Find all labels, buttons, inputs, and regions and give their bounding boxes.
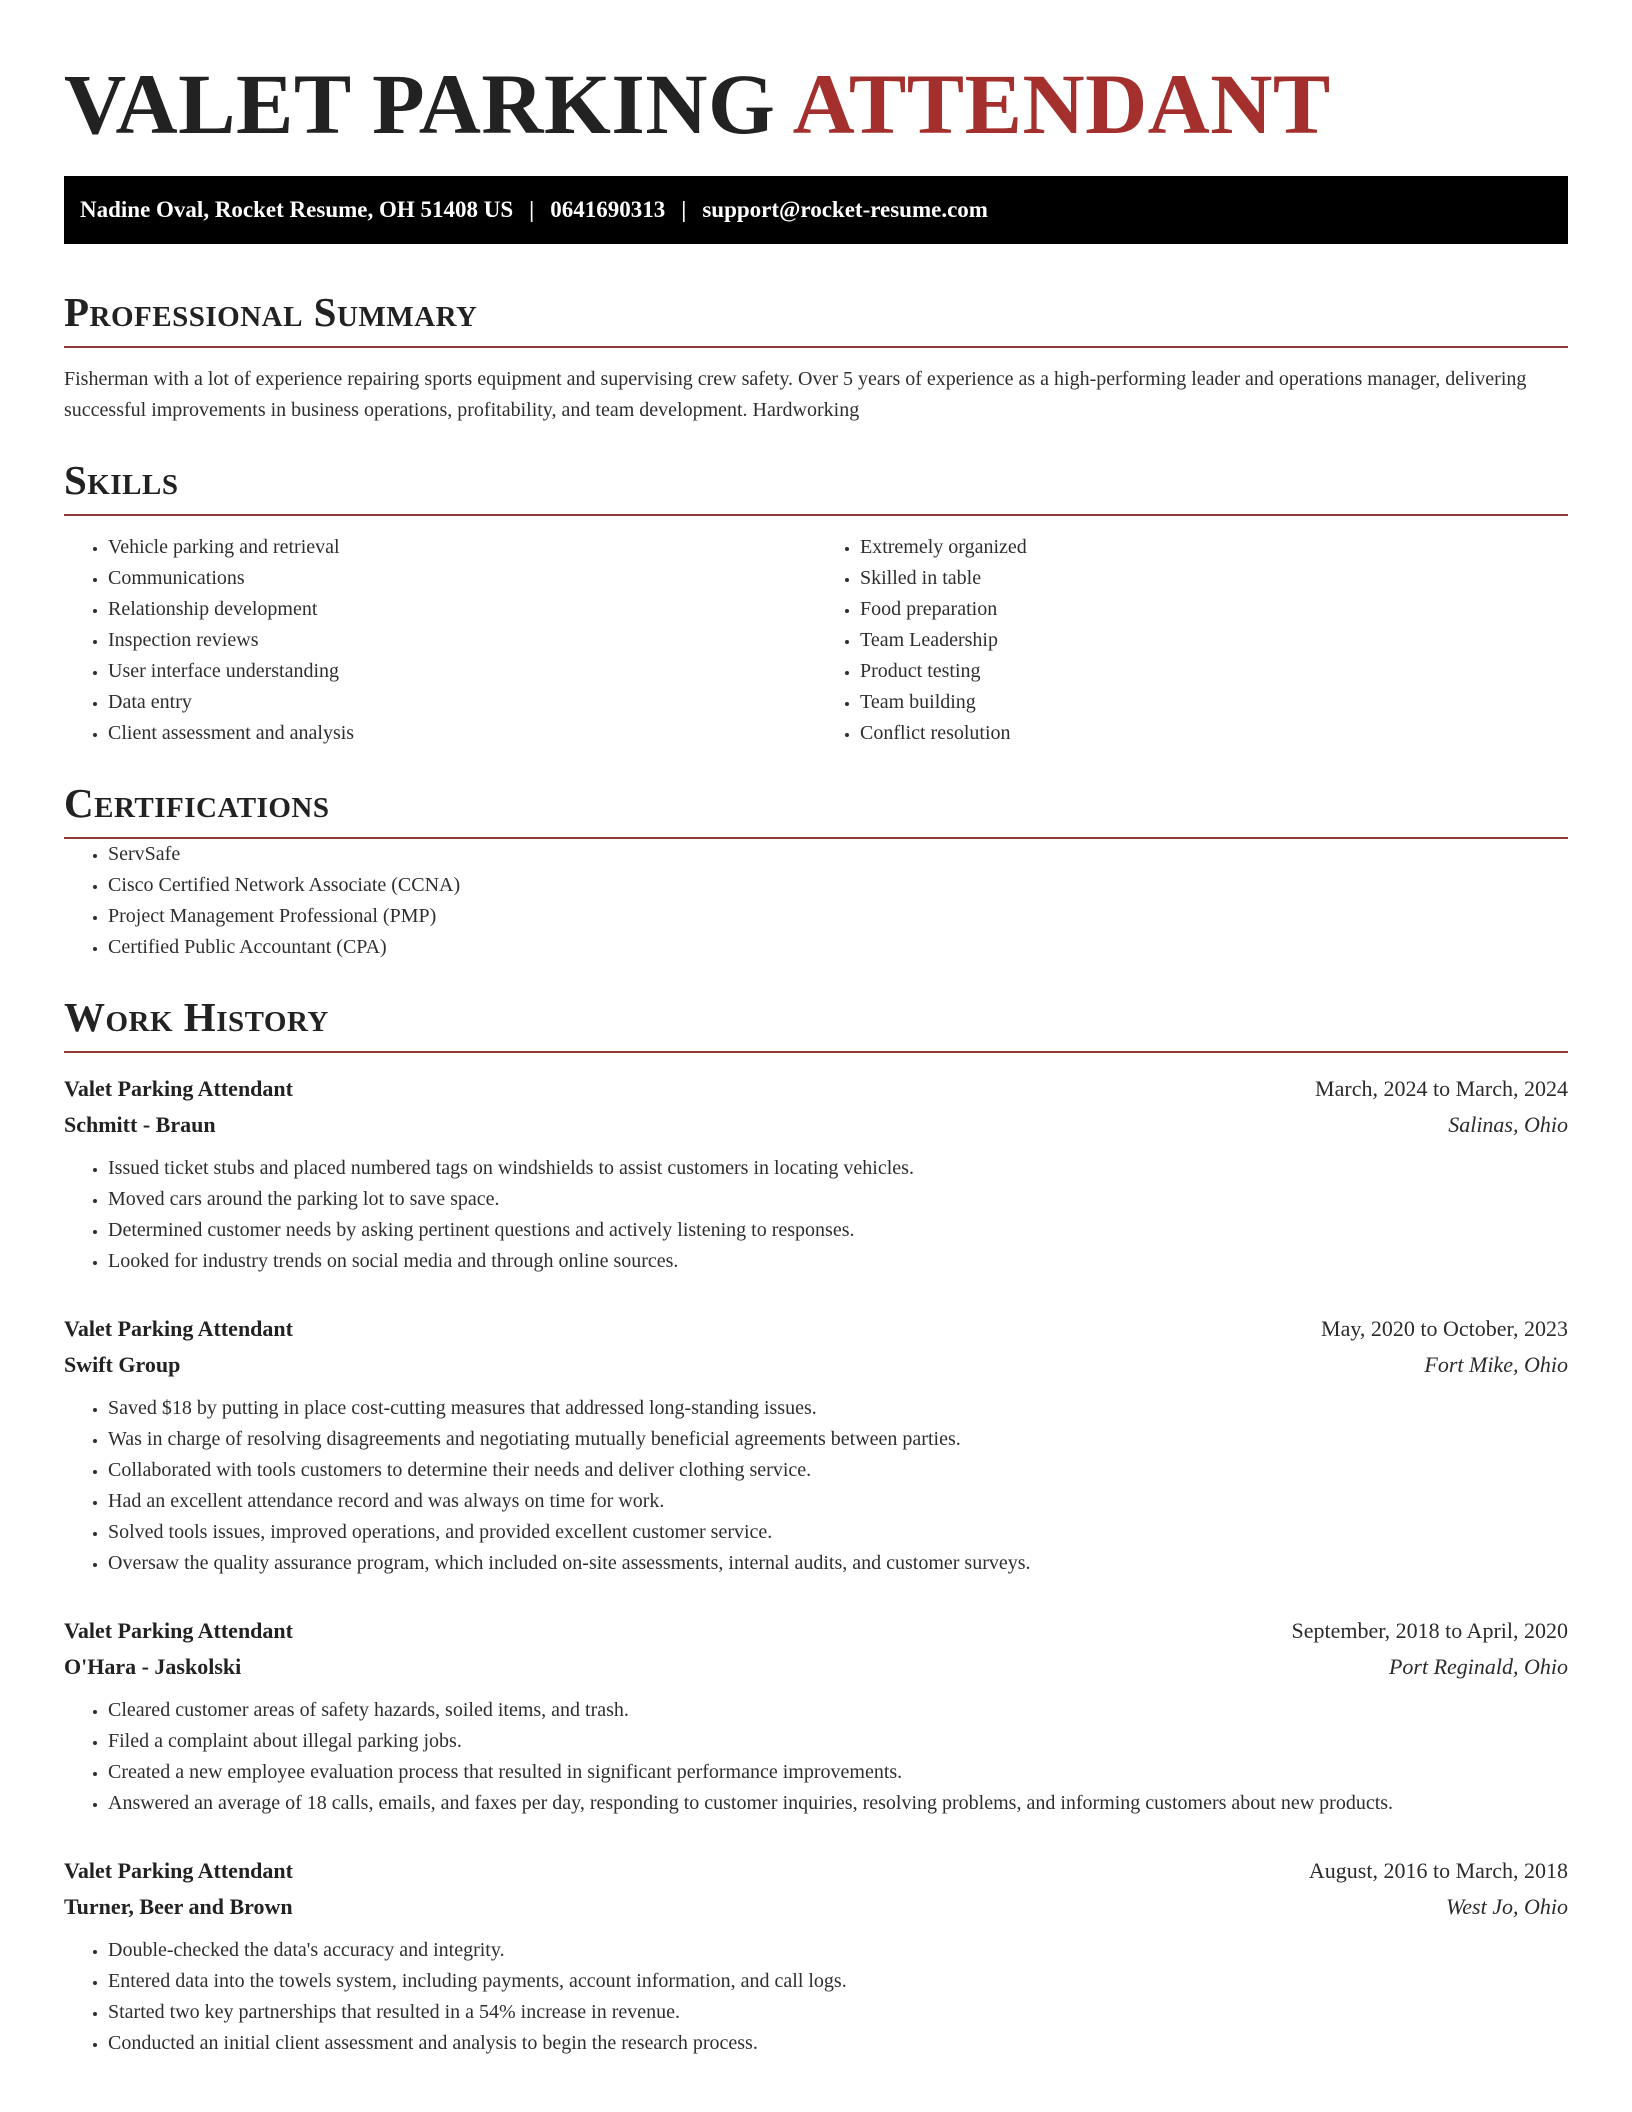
job-entry <box>64 1311 1568 1579</box>
certifications-list <box>64 839 1568 963</box>
skill-item: • Team Leadership <box>860 625 1568 656</box>
skill-item: • User interface understanding <box>108 656 816 687</box>
job-location: Port Reginald, Ohio <box>1388 1654 1568 1679</box>
job-title: Valet Parking Attendant <box>64 1858 293 1883</box>
job-duty-item: • Created a new employee evaluation process that resulted in significant performance improvements. <box>108 1757 1568 1788</box>
job-title-row <box>64 1311 1568 1347</box>
skills-list-left <box>64 532 816 749</box>
contact-separator: | <box>681 197 687 222</box>
title-primary: VALET PARKING <box>64 56 776 152</box>
skills-list-right <box>816 532 1568 749</box>
job-duty-item: • Started two key partnerships that resulted in a 54% increase in revenue. <box>108 1997 1568 2028</box>
skills-column-left <box>64 532 816 749</box>
job-title-row <box>64 1071 1568 1107</box>
job-duty-item: • Had an excellent attendance record and was always on time for work. <box>108 1486 1568 1517</box>
job-duty-item: • Double-checked the data's accuracy and integrity. <box>108 1935 1568 1966</box>
job-company: Swift Group <box>64 1352 181 1377</box>
job-title-row <box>64 1853 1568 1889</box>
job-company: Turner, Beer and Brown <box>64 1894 293 1919</box>
contact-phone: 0641690313 <box>550 197 666 222</box>
skill-item: • Product testing <box>860 656 1568 687</box>
job-duty-item: • Moved cars around the parking lot to save space. <box>108 1184 1568 1215</box>
skill-item: • Team building <box>860 687 1568 718</box>
job-title-row <box>64 1613 1568 1649</box>
job-duties-list <box>64 1935 1568 2059</box>
skills-column-right <box>816 532 1568 749</box>
job-dates: September, 2018 to April, 2020 <box>1291 1618 1568 1643</box>
skill-item: • Inspection reviews <box>108 625 816 656</box>
job-duty-item: • Determined customer needs by asking pertinent questions and actively listening to responses. <box>108 1215 1568 1246</box>
resume-title <box>64 0 1568 150</box>
job-duty-item: • Looked for industry trends on social media and through online sources. <box>108 1246 1568 1277</box>
job-duty-item: • Issued ticket stubs and placed numbered tags on windshields to assist customers in locating vehicles. <box>108 1153 1568 1184</box>
skill-item: • Vehicle parking and retrieval <box>108 532 816 563</box>
job-duty-item: • Filed a complaint about illegal parking jobs. <box>108 1726 1568 1757</box>
contact-email: support@rocket-resume.com <box>702 197 988 222</box>
job-dates: March, 2024 to March, 2024 <box>1315 1076 1568 1101</box>
job-duties-list <box>64 1695 1568 1819</box>
certification-item: • ServSafe <box>108 839 1568 870</box>
certifications-heading: Certifications <box>64 779 1568 839</box>
job-title: Valet Parking Attendant <box>64 1618 293 1643</box>
skill-item: • Food preparation <box>860 594 1568 625</box>
job-title: Valet Parking Attendant <box>64 1316 293 1341</box>
skill-item: • Extremely organized <box>860 532 1568 563</box>
job-duty-item: • Entered data into the towels system, including payments, account information, and call logs. <box>108 1966 1568 1997</box>
work-history-heading: Work History <box>64 993 1568 1053</box>
job-title: Valet Parking Attendant <box>64 1076 293 1101</box>
job-company-row <box>64 1107 1568 1143</box>
job-company: Schmitt - Braun <box>64 1112 216 1137</box>
job-duty-item: • Saved $18 by putting in place cost-cutting measures that addressed long-standing issues. <box>108 1393 1568 1424</box>
job-duty-item: • Cleared customer areas of safety hazards, soiled items, and trash. <box>108 1695 1568 1726</box>
skill-item: • Conflict resolution <box>860 718 1568 749</box>
job-duty-item: • Collaborated with tools customers to determine their needs and deliver clothing service. <box>108 1455 1568 1486</box>
certification-item: • Certified Public Accountant (CPA) <box>108 932 1568 963</box>
job-entry <box>64 1613 1568 1819</box>
job-duties-list <box>64 1153 1568 1277</box>
skill-item: • Communications <box>108 563 816 594</box>
job-location: Salinas, Ohio <box>1448 1112 1568 1137</box>
job-duty-item: • Was in charge of resolving disagreements and negotiating mutually beneficial agreements between parties. <box>108 1424 1568 1455</box>
job-location: West Jo, Ohio <box>1445 1894 1568 1919</box>
summary-heading: Professional Summary <box>64 288 1568 348</box>
skill-item: • Data entry <box>108 687 816 718</box>
skills-heading: Skills <box>64 456 1568 516</box>
contact-address: Nadine Oval, Rocket Resume, OH 51408 US <box>80 197 514 222</box>
contact-bar <box>64 176 1568 244</box>
job-company: O'Hara - Jaskolski <box>64 1654 242 1679</box>
title-accent: ATTENDANT <box>792 56 1331 152</box>
work-history-list <box>64 1071 1568 2059</box>
skill-item: • Skilled in table <box>860 563 1568 594</box>
job-company-row <box>64 1889 1568 1925</box>
job-entry <box>64 1071 1568 1277</box>
job-company-row <box>64 1347 1568 1383</box>
skill-item: • Client assessment and analysis <box>108 718 816 749</box>
job-location: Fort Mike, Ohio <box>1424 1352 1568 1377</box>
job-dates: May, 2020 to October, 2023 <box>1321 1316 1568 1341</box>
job-company-row <box>64 1649 1568 1685</box>
skill-item: • Relationship development <box>108 594 816 625</box>
skills-grid <box>64 532 1568 749</box>
summary-text: Fisherman with a lot of experience repairing sports equipment and supervising crew safety. Over 5 years of experience as a high-performing leader and operations manager, delivering successful improvements in business operations, profitability, and team development. Hardworking <box>64 368 1527 421</box>
job-dates: August, 2016 to March, 2018 <box>1308 1858 1568 1883</box>
job-duty-item: • Oversaw the quality assurance program, which included on-site assessments, internal audits, and customer surveys. <box>108 1548 1568 1579</box>
job-duty-item: • Answered an average of 18 calls, emails, and faxes per day, responding to customer inquiries, resolving problems, and informing customers about new products. <box>108 1788 1568 1819</box>
certification-item: • Cisco Certified Network Associate (CCNA) <box>108 870 1568 901</box>
job-duty-item: • Conducted an initial client assessment and analysis to begin the research process. <box>108 2028 1568 2059</box>
certification-item: • Project Management Professional (PMP) <box>108 901 1568 932</box>
job-duties-list <box>64 1393 1568 1579</box>
contact-separator: | <box>529 197 535 222</box>
job-duty-item: • Solved tools issues, improved operations, and provided excellent customer service. <box>108 1517 1568 1548</box>
job-entry <box>64 1853 1568 2059</box>
